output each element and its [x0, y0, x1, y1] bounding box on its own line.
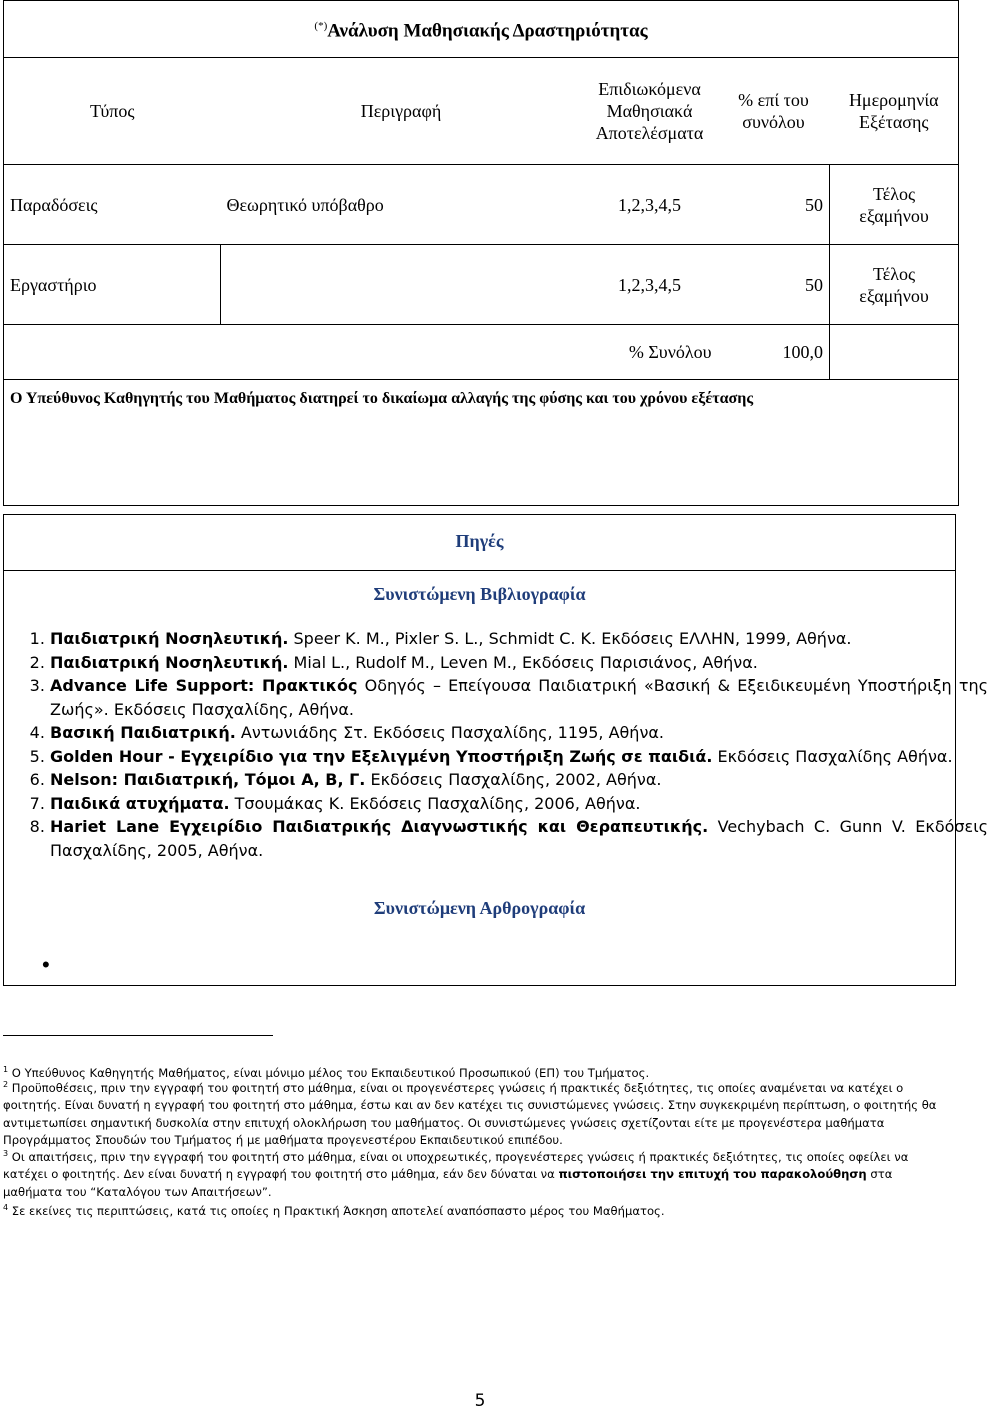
exam-note: Ο Υπεύθυνος Καθηγητής του Μαθήματος διατηρεί το δικαίωμα αλλαγής της φύσης και του χρόνου εξέτασης [4, 380, 959, 506]
footnote-rule [3, 1035, 273, 1036]
page-number: 5 [474, 1391, 486, 1411]
row-outcomes: 1,2,3,4,5 [582, 245, 718, 325]
articles-title: Συνιστώμενη Αρθρογραφία [373, 898, 586, 918]
list-item: 3. Advance Life Support: Πρακτικός Οδηγός – Επείγουσα Παιδιατρική «Βασική & Εξειδικευμένη Υποστήριξη της Ζωής». Εκδόσεις Πασχαλίδης, Αθήνα. [50, 674, 988, 721]
header-type: Τύπος [4, 58, 221, 165]
header-outcomes: Επιδιωκόμενα Μαθησιακά Αποτελέσματα [582, 58, 718, 165]
footnote-1: $^1$ Ο Υπεύθυνος Καθηγητής Μαθήματος, είναι μόνιμο μέλος του Εκπαιδευτικού Προσωπικού (ΕΠ) του Τμήματος. [3, 1065, 650, 1080]
header-description: Περιγραφή [221, 58, 582, 165]
total-empty [830, 325, 959, 380]
total-value: 100,0 [718, 325, 830, 380]
row-type: Εργαστήριο [4, 245, 221, 325]
table-row [4, 165, 959, 245]
row-outcomes: 1,2,3,4,5 [582, 165, 718, 245]
list-item: 5. Golden Hour - Εγχειρίδιο για την Εξελιγμένη Υποστήριξη Ζωής σε παιδιά. Εκδόσεις Πασχαλίδης Αθήνα. [50, 745, 988, 769]
table-row [4, 245, 959, 325]
table-title: (*)Ανάλυση Μαθησιακής Δραστηριότητας [4, 1, 959, 58]
assessment-table [3, 0, 959, 506]
bibliography-list [12, 627, 988, 862]
footnote-3: $^3$ Οι απαιτήσεις, πριν την εγγραφή του φοιτητή στο μάθημα, είναι οι υποχρεωτικές, προγενέστερες γνώσεις ή πρακτικές δεξιότητες, τις οποίες οφείλει να κατέχει ο φοιτητής. Δεν είναι δυνατή η εγγραφή του φοιτητή στο μάθημα, εάν δεν δύναται να πιστοποιήσει την επιτυχή του παρακολούθηση στα μαθήματα του “Καταλόγου των Απαιτήσεων”. [3, 1149, 909, 1199]
row-percent: 50 [718, 245, 830, 325]
total-row [4, 325, 959, 380]
sources-title: Πηγές [455, 531, 504, 551]
footnote-2: $^2$ Προϋποθέσεις, πριν την εγγραφή του φοιτητή στο μάθημα, είναι οι προγενέστερες γνώσεις ή πρακτικές δεξιότητες, τις οποίες αναμένεται να κατέχει ο φοιτητής. Είναι δυνατή η εγγραφή του φοιτητή στο μάθημα, έστω και αν δεν κατέχει τις συνιστώμενες γνώσεις. Στην συγκεκριμένη περίπτωση, ο φοιτητής θα αντιμετωπίσει σημαντική δυσκολία στην επιτυχή ολοκλήρωση του μαθήματος. Οι συνιστώμενες γνώσεις σχετίζονται είτε με προγενέστερα μαθήματα Προγράμματος Σπουδών του Τμήματος ή με μαθήματα προγενεστέρου Εκπαιδευτικού επιπέδου. [3, 1080, 937, 1148]
list-item: 4. Βασική Παιδιατρική. Αντωνιάδης Στ. Εκδόσεις Πασχαλίδης, 1195, Αθήνα. [50, 721, 988, 745]
footnote-4: $^4$ Σε εκείνες τις περιπτώσεις, κατά τις οποίες η Πρακτική Άσκηση αποτελεί αναπόσπαστο μέρος του Μαθήματος. [3, 1203, 665, 1218]
header-date: Ημερομηνία Εξέτασης [830, 58, 959, 165]
list-item: 2. Παιδιατρική Νοσηλευτική. Mial L., Rudolf M., Leven M., Εκδόσεις Παρισιάνος, Αθήνα. [50, 651, 988, 675]
row-date: Τέλος εξαμήνου [830, 245, 959, 325]
row-percent: 50 [718, 165, 830, 245]
total-label: % Συνόλου [4, 325, 718, 380]
sources-divider [4, 570, 955, 571]
sources-box [3, 514, 988, 986]
list-item: 6. Nelson: Παιδιατρική, Τόμοι Α, Β, Γ. Εκδόσεις Πασχαλίδης, 2002, Αθήνα. [50, 768, 988, 792]
list-item: 8. Hariet Lane Εγχειρίδιο Παιδιατρικής Διαγνωστικής και Θεραπευτικής. Vechybach C. Gunn V. Εκδόσεις Πασχαλίδης, 2005, Αθήνα. [50, 815, 988, 862]
empty-bullet: • [42, 952, 50, 977]
row-description: Θεωρητικό υπόβαθρο [221, 165, 582, 245]
row-type: Παραδόσεις [4, 165, 221, 245]
table-header-row [4, 58, 959, 165]
books-title: Συνιστώμενη Βιβλιογραφία [373, 584, 586, 604]
list-item: 1. Παιδιατρική Νοσηλευτική. Speer K. M., Pixler S. L., Schmidt C. K. Εκδόσεις ΕΛΛΗΝ, 1999, Αθήνα. [50, 627, 988, 651]
row-date: Τέλος εξαμήνου [830, 165, 959, 245]
list-item: 7. Παιδικά ατυχήματα. Τσουμάκας Κ. Εκδόσεις Πασχαλίδης, 2006, Αθήνα. [50, 792, 988, 816]
header-percent: % επί του συνόλου [718, 58, 830, 165]
row-description [221, 245, 582, 325]
